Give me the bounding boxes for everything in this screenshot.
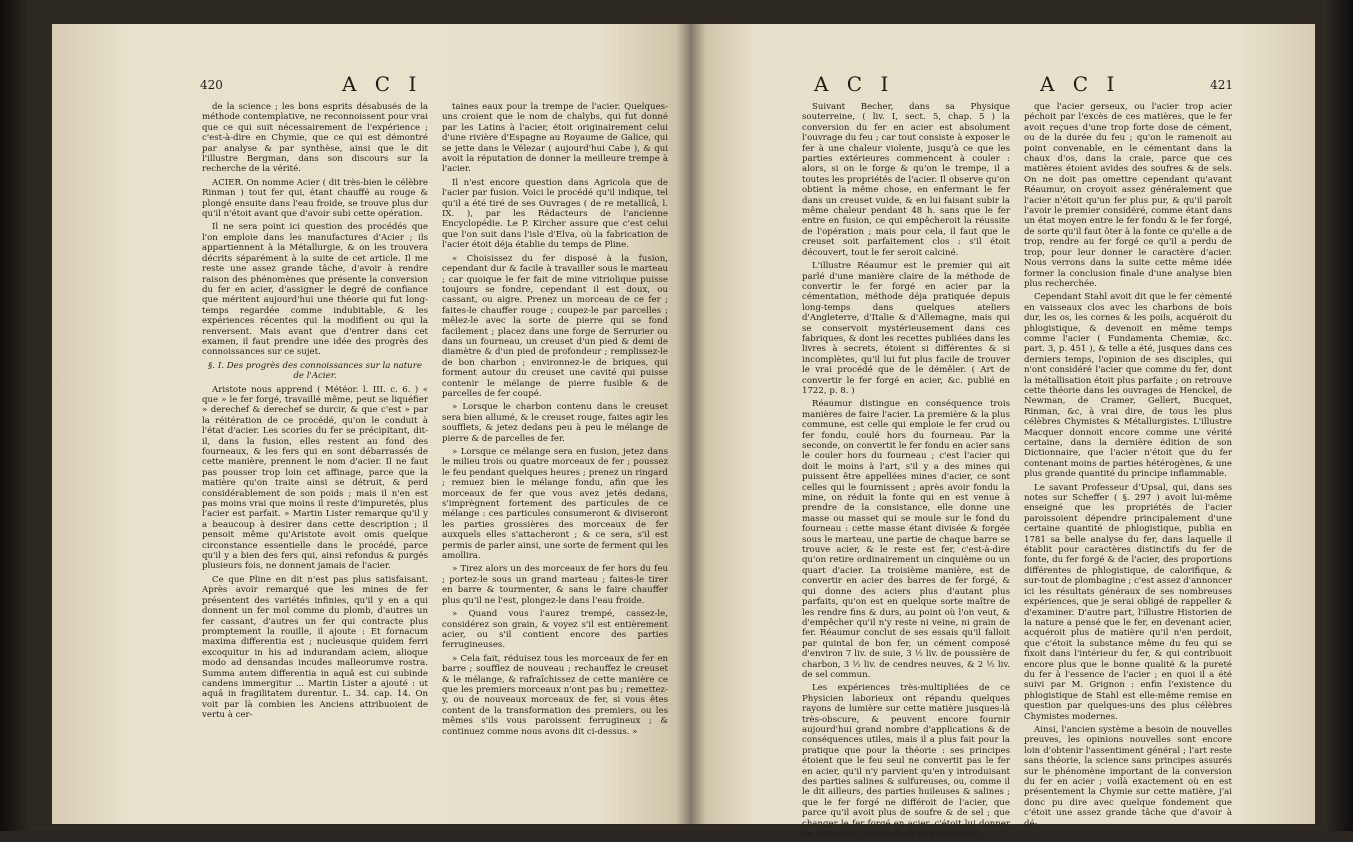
paragraph: Il n'est encore question dans Agricola que de l'acier par fusion. Voici le procédé qu'il indique, tel qu'il a été tiré de ses Ouvrages ( de re metallicâ, l. IX. ), par les Rédacteurs de l'ancienne Encyclopédie. Le P. Kircher assure que c'est celui que l'on suit dans l'isle d'Elva, où la fabrication de l'acier étoit déja établie du temps de Pline. xyxy=(442,177,668,251)
paragraph: » Lorsque le charbon contenu dans le creuset sera bien allumé, & le creuset rouge, faites agir les soufflets, & jetez dedans peu à peu le mélange de pierre & de parcelles de fer. xyxy=(442,402,668,444)
section-heading: §. I. Des progrès des connoissances sur la nature de l'Acier. xyxy=(208,360,422,382)
paragraph: ACIER. On nomme Acier ( dit très-bien le célèbre Rinman ) tout fer qui, étant chauffé au rouge & plongé ensuite dans l'eau froide, se trouve plus dur qu'il n'étoit avant que d'avoir subi cette opération. xyxy=(202,177,428,220)
left-columns xyxy=(202,102,668,740)
left-column-2 xyxy=(442,102,668,740)
paragraph: » Tirez alors un des morceaux de fer hors du feu ; portez-le sous un grand marteau ; faites-le tirer en barre & tourmenter, & sans le faire chauffer plus qu'il ne l'est, plongez-le dans l'eau froide. xyxy=(442,564,668,606)
left-column-1 xyxy=(202,102,428,740)
paragraph: Réaumur distingue en conséquence trois manières de faire l'acier. La première & la plus commune, est celle qui emploie le fer crud ou fer fondu, coulé hors du fourneau. Par la seconde, on convertit le fer fondu en acier sans le couler hors du fourneau ; c'est l'acier qui doit le moins à l'art, s'il y a des mines qui puissent être appellées mines d'acier, ce sont celles qui le fournissent ; après avoir fondu la mine, on réduit la fonte qui en est venue à prendre de la consistance, elle donne une masse ou masset qui se moule sur le fond du fourneau : cette masse étant divisée & forgée sous le marteau, une partie de chaque barre se trouve acier, & le reste est fer, c'est-à-dire qu'on retire ordinairement un cinquième ou un quart d'acier. La troisième manière, est de convertir en acier des barres de fer forgé, & qui donne des aciers plus d'autant plus parfaits, qu'on est en quelque sorte maître de les rendre fins & durs, au point où l'on veut, & d'empêcher qu'il n'y reste ni veine, ni grain de fer. Réaumur conclut de ses essais qu'il falloit par quintal de bon fer, un cément composé d'environ 7 liv. de suie, 3 ½ liv. de poussière de charbon, 3 ½ liv. de cendres neuves, & 2 ½ liv. de sel commun. xyxy=(802,399,1010,680)
paragraph: Aristote nous apprend ( Météor. l. III. c. 6. ) « que » le fer forgé, travaillé même, peut se liquéfier » derechef & derechef se durcir, & que c'est » par la réitération de ce procédé, qu'on le conduit à l'état d'acier. Les scories du fer se précipitant, dit-il, dans la fusion, elles restent au fond des fourneaux, & les fers qui en sont débarrassés de cette manière, prennent le nom d'acier. Il ne faut pas pousser trop loin cet affinage, parce que la matière qu'on traite ainsi se détruit, & perd considérablement de son poids ; mais il n'en est pas moins vrai que moins il reste d'impuretés, plus l'acier est parfait. » Martin Lister remarque qu'il y a beaucoup à desirer dans cette description ; il pensoit même qu'Aristote avoit omis quelque circonstance essentielle dans le procédé, parce qu'il y a bien des fers qui, ainsi refondus & purgés plusieurs fois, ne donnent jamais de l'acier. xyxy=(202,384,428,572)
paragraph: Ce que Pline en dit n'est pas plus satisfaisant. Après avoir remarqué que les mines de fer présentent des variétés infinies, qu'il y en a qui donnent un fer mol comme du plomb, d'autres un fer cassant, d'autres un fer qui contracte plus promptement la rouille, il ajoute : Et fornacum maxima differentia est ; nucleusque quidem ferri excoquitur in his ad indurandam aciem, alioque modo ad densandas incudes malleorumve rostra. Summa autem differentia in aquâ est cui subinde candens immergitur ... Martin Lister a ajouté : ut aquâ in fragilitatem durentur. L. 34. cap. 14. On voit par là combien les Anciens attribuoient de vertu à cer- xyxy=(202,574,428,721)
paragraph: » Quand vous l'aurez trempé, cassez-le, considérez son grain, & voyez s'il est entièrement acier, ou s'il contient encore des parties ferrugineuses. xyxy=(442,609,668,651)
running-header-left: A C I xyxy=(342,72,423,96)
page-number-left: 420 xyxy=(200,78,223,92)
paragraph: L'illustre Réaumur est le premier qui ait parlé d'une manière claire de la méthode de convertir le fer forgé en acier par la cémentation, méthode déja pratiquée depuis long-temps dans quelques ateliers d'Angleterre, d'Italie & d'Allemagne, mais qui se conservoit mystérieusement dans ces fabriques, & dont les recettes publiées dans les livres à secrets, étoient si différentes & si incomplètes, qu'il lui fut plus facile de trouver le vrai procédé que de le démêler. ( Art de convertir le fer forgé en acier, &c. publié en 1722, p. 8. ) xyxy=(802,261,1010,396)
right-column-2 xyxy=(1024,102,1232,842)
paragraph: Suivant Becher, dans sa Physique souterreine, ( liv. I, sect. 5, chap. 5 ) la conversion du fer en acier est absolument l'ouvrage du feu ; car tout consiste à exposer le fer à une chaleur violente, jusqu'à ce que les parties extérieures commencent à couler : alors, si on le forge & qu'on le trempe, il a toutes les propriétés de l'acier. Il observe qu'on obtient la même chose, en enfermant le fer dans un creuset vuide, & en lui faisant subir la même chaleur pendant 48 h. sans que le fer entre en fusion, ce qui empêcheroit la réussite de l'opération ; mais pour cela, il faut que le creuset soit parfaitement clos : s'il étoit découvert, tout le fer seroit calciné. xyxy=(802,102,1010,258)
left-page xyxy=(52,24,690,824)
right-column-1 xyxy=(802,102,1010,842)
paragraph: Ainsi, l'ancien système a besoin de nouvelles preuves, les opinions nouvelles sont encore loin d'obtenir l'assentiment général ; l'art reste sans théorie, la science sans principes assurés sur le phénomène important de la conversion du fer en acier ; voilà exactement où en est présentement la Chymie sur cette matière, j'ai donc pu dire avec quelque fondement que c'étoit une assez grande tâche que d'avoir à dé- xyxy=(1024,724,1232,829)
paragraph: « Choisissez du fer disposé à la fusion, cependant dur & facile à travailler sous le marteau ; car quoique le fer fait de mine vitriolique puisse toujours se fondre, cependant il est doux, ou cassant, ou aigre. Prenez un morceau de ce fer ; faites-le chauffer rouge ; coupez-le par parcelles ; mêlez-le avec la sorte de pierre qui se fond facilement ; placez dans une forge de Serrurier ou dans un fourneau, un creuset d'un pied & demi de diamètre & d'un pied de profondeur ; remplissez-le de bon charbon ; environnez-le de briques, qui forment autour du creuset une cavité qui puisse contenir le mélange de pierre fusible & de parcelles de fer coupé. xyxy=(442,253,668,399)
paragraph: Les expériences très-multipliées de ce Physicien laborieux ont répandu quelques rayons de lumière sur cette matière jusques-là très-obscure, & peuvent encore fournir aujourd'hui grand nombre d'applications & de conséquences utiles, mais il a plus fait pour la pratique que pour la théorie : ses principes étoient que le feu seul ne convertit pas le fer en acier, qu'il n'y parvient qu'en y introduisant des parties salines & sulfureuses, ou, comme il le dit ailleurs, des parties huileuses & salines ; que le fer forgé ne différoit de l'acier, que parce qu'il avoit plus de soufre & de sel ; que changer le fer forgé en acier, c'étoit lui donner de nouveaux soufres & de nouveaux sels ; xyxy=(802,683,1010,840)
page-number-right: 421 xyxy=(1210,78,1233,92)
paragraph: de la science ; les bons esprits désabusés de la méthode contemplative, ne reconnoissent pour vrai que ce qui suit nécessairement de l'expérience ; c'est-à-dire en Chymie, que ce qui est démontré par analyse & par synthèse, ainsi que le dit l'illustre Bergman, dans son discours sur la recherche de la vérité. xyxy=(202,102,428,175)
running-header-right-a: A C I xyxy=(814,72,895,96)
right-page xyxy=(690,24,1315,840)
running-header-right-b: A C I xyxy=(1040,72,1121,96)
paragraph: » Cela fait, réduisez tous les morceaux de fer en barre ; soufflez de nouveau ; rechauffez le creuset & le mélange, & rafraîchissez de cette manière ce que les premiers morceaux n'ont pas bu ; remettez-y, ou de nouveaux morceaux de fer, si vous êtes content de la transformation des premiers, ou les mêmes s'ils vous paroissent ferrugineux ; & continuez comme nous avons dit ci-dessus. » xyxy=(442,653,668,737)
paragraph: Cependant Stahl avoit dit que le fer cémenté en vaisseaux clos avec les charbons de bois dur, les os, les cornes & les poils, acquéroit du phlogistique, & devenoit en même temps comme l'acier ( Fundamenta Chemiæ, &c. part. 3, p. 451 ), & telle a été, jusques dans ces derniers temps, l'opinion de ses disciples, qui n'ont considéré l'acier que comme du fer, dont la métallisation étoit plus parfaite ; on retrouve cette théorie dans les ouvrages de Henckel, de Newman, de Cramer, Gellert, Bucquet, Rinman, &c, à vrai dire, de tous les plus célèbres Chymistes & Métallurgistes. L'illustre Macquer donnoit encore comme une vérité certaine, dans la dernière édition de son Dictionnaire, que l'acier n'étoit que du fer contenant moins de parties hétérogènes, & une plus grande quantité du principe inflammable. xyxy=(1024,292,1232,480)
right-columns xyxy=(802,102,1232,842)
paragraph: » Lorsque ce mélange sera en fusion, jetez dans le milieu trois ou quatre morceaux de fer ; poussez le feu pendant quelques heures ; prenez un ringard ; remuez bien le mélange fondu, afin que les morceaux de fer que vous avez jetés dedans, s'imprègnent fortement des particules de ce mélange : ces particules consumeront & diviseront les parties grossières des morceaux de fer auxquels elles s'attacheront ; & ce sera, s'il est permis de parler ainsi, une sorte de ferment qui les amollira. xyxy=(442,447,668,562)
book-gutter-shadow xyxy=(676,24,706,824)
paragraph: que l'acier gerseux, ou l'acier trop acier péchoit par l'excès de ces matières, que le fer avoit reçues d'une trop forte dose de cément, ou de la durée du feu ; qu'on le ramenoit au point convenable, en le cémentant dans la chaux d'os, dans la craie, parce que ces matières étoient avides des soufres & de sels. On ne doit pas omettre cependant qu'avant Réaumur, on croyoit assez généralement que l'acier n'étoit qu'un fer plus pur, & qu'il paroît l'avoir le premier considéré, comme étant dans un état moyen entre le fer fondu & le fer forgé, de sorte qu'il faut ôter à la fonte ce qu'elle a de trop, rendre au fer forgé ce qu'il a perdu de trop, pour leur donner le caractère d'acier. Nous verrons dans la suite cette même idée former la conclusion finale d'une analyse bien plus recherchée. xyxy=(1024,102,1232,289)
paragraph: Le savant Professeur d'Upsal, qui, dans ses notes sur Scheffer ( §. 297 ) avoit lui-même enseigné que les propriétés de l'acier paroissoient dépendre principalement d'une certaine quantité de phlogistique, publia en 1781 sa belle analyse du fer, dans laquelle il établit pour caractères distinctifs du fer de fonte, du fer forgé & de l'acier, des proportions différentes de phlogistique, de calorifique, & sur-tout de plombagine ; c'est assez d'annoncer ici les résultats généraux de ses nombreuses expériences, que je serai obligé de rappeller & d'examiner. D'autre part, l'illustre Historien de la nature a pensé que le fer, en devenant acier, acquéroit plus de matière qu'il n'en perdoit, que c'étoit la substance même du feu qui se fixoit dans l'intérieur du fer, & qui contribuoit encore plus que le bonne qualité & la pureté du fer à l'essence de l'acier ; en quoi il a été suivi par M. Grignon : enfin l'existence du phlogistique de Stahl est elle-même remise en question par quelques-uns des plus célèbres Chymistes modernes. xyxy=(1024,482,1232,722)
paragraph: Il ne sera point ici question des procédés que l'on emploie dans les manufactures d'Acier ; ils appartiennent à la Métallurgie, & on les trouvera décrits séparément à la suite de cet article. Il me reste une assez grande tâche, d'avoir à rendre raison des phénomènes que présente la conversion du fer en acier, d'assigner le degré de confiance que méritent aujourd'hui une théorie qui fut long-temps regardée comme indubitable, & les expériences récentes qui la modifient ou qui la renversent. Mais avant que d'entrer dans cet examen, il faut prendre une idée des progrès des connoissances sur ce sujet. xyxy=(202,222,428,358)
paragraph: taines eaux pour la trempe de l'acier. Quelques-uns croient que le nom de chalybs, qui fut donné par les Latins à l'acier, étoit originairement celui d'une rivière d'Espagne au Royaume de Galice, qui se jette dans le Vélezar ( aujourd'hui Cabe ), & qui avoit la réputation de donner la meilleure trempe à l'acier. xyxy=(442,102,668,175)
